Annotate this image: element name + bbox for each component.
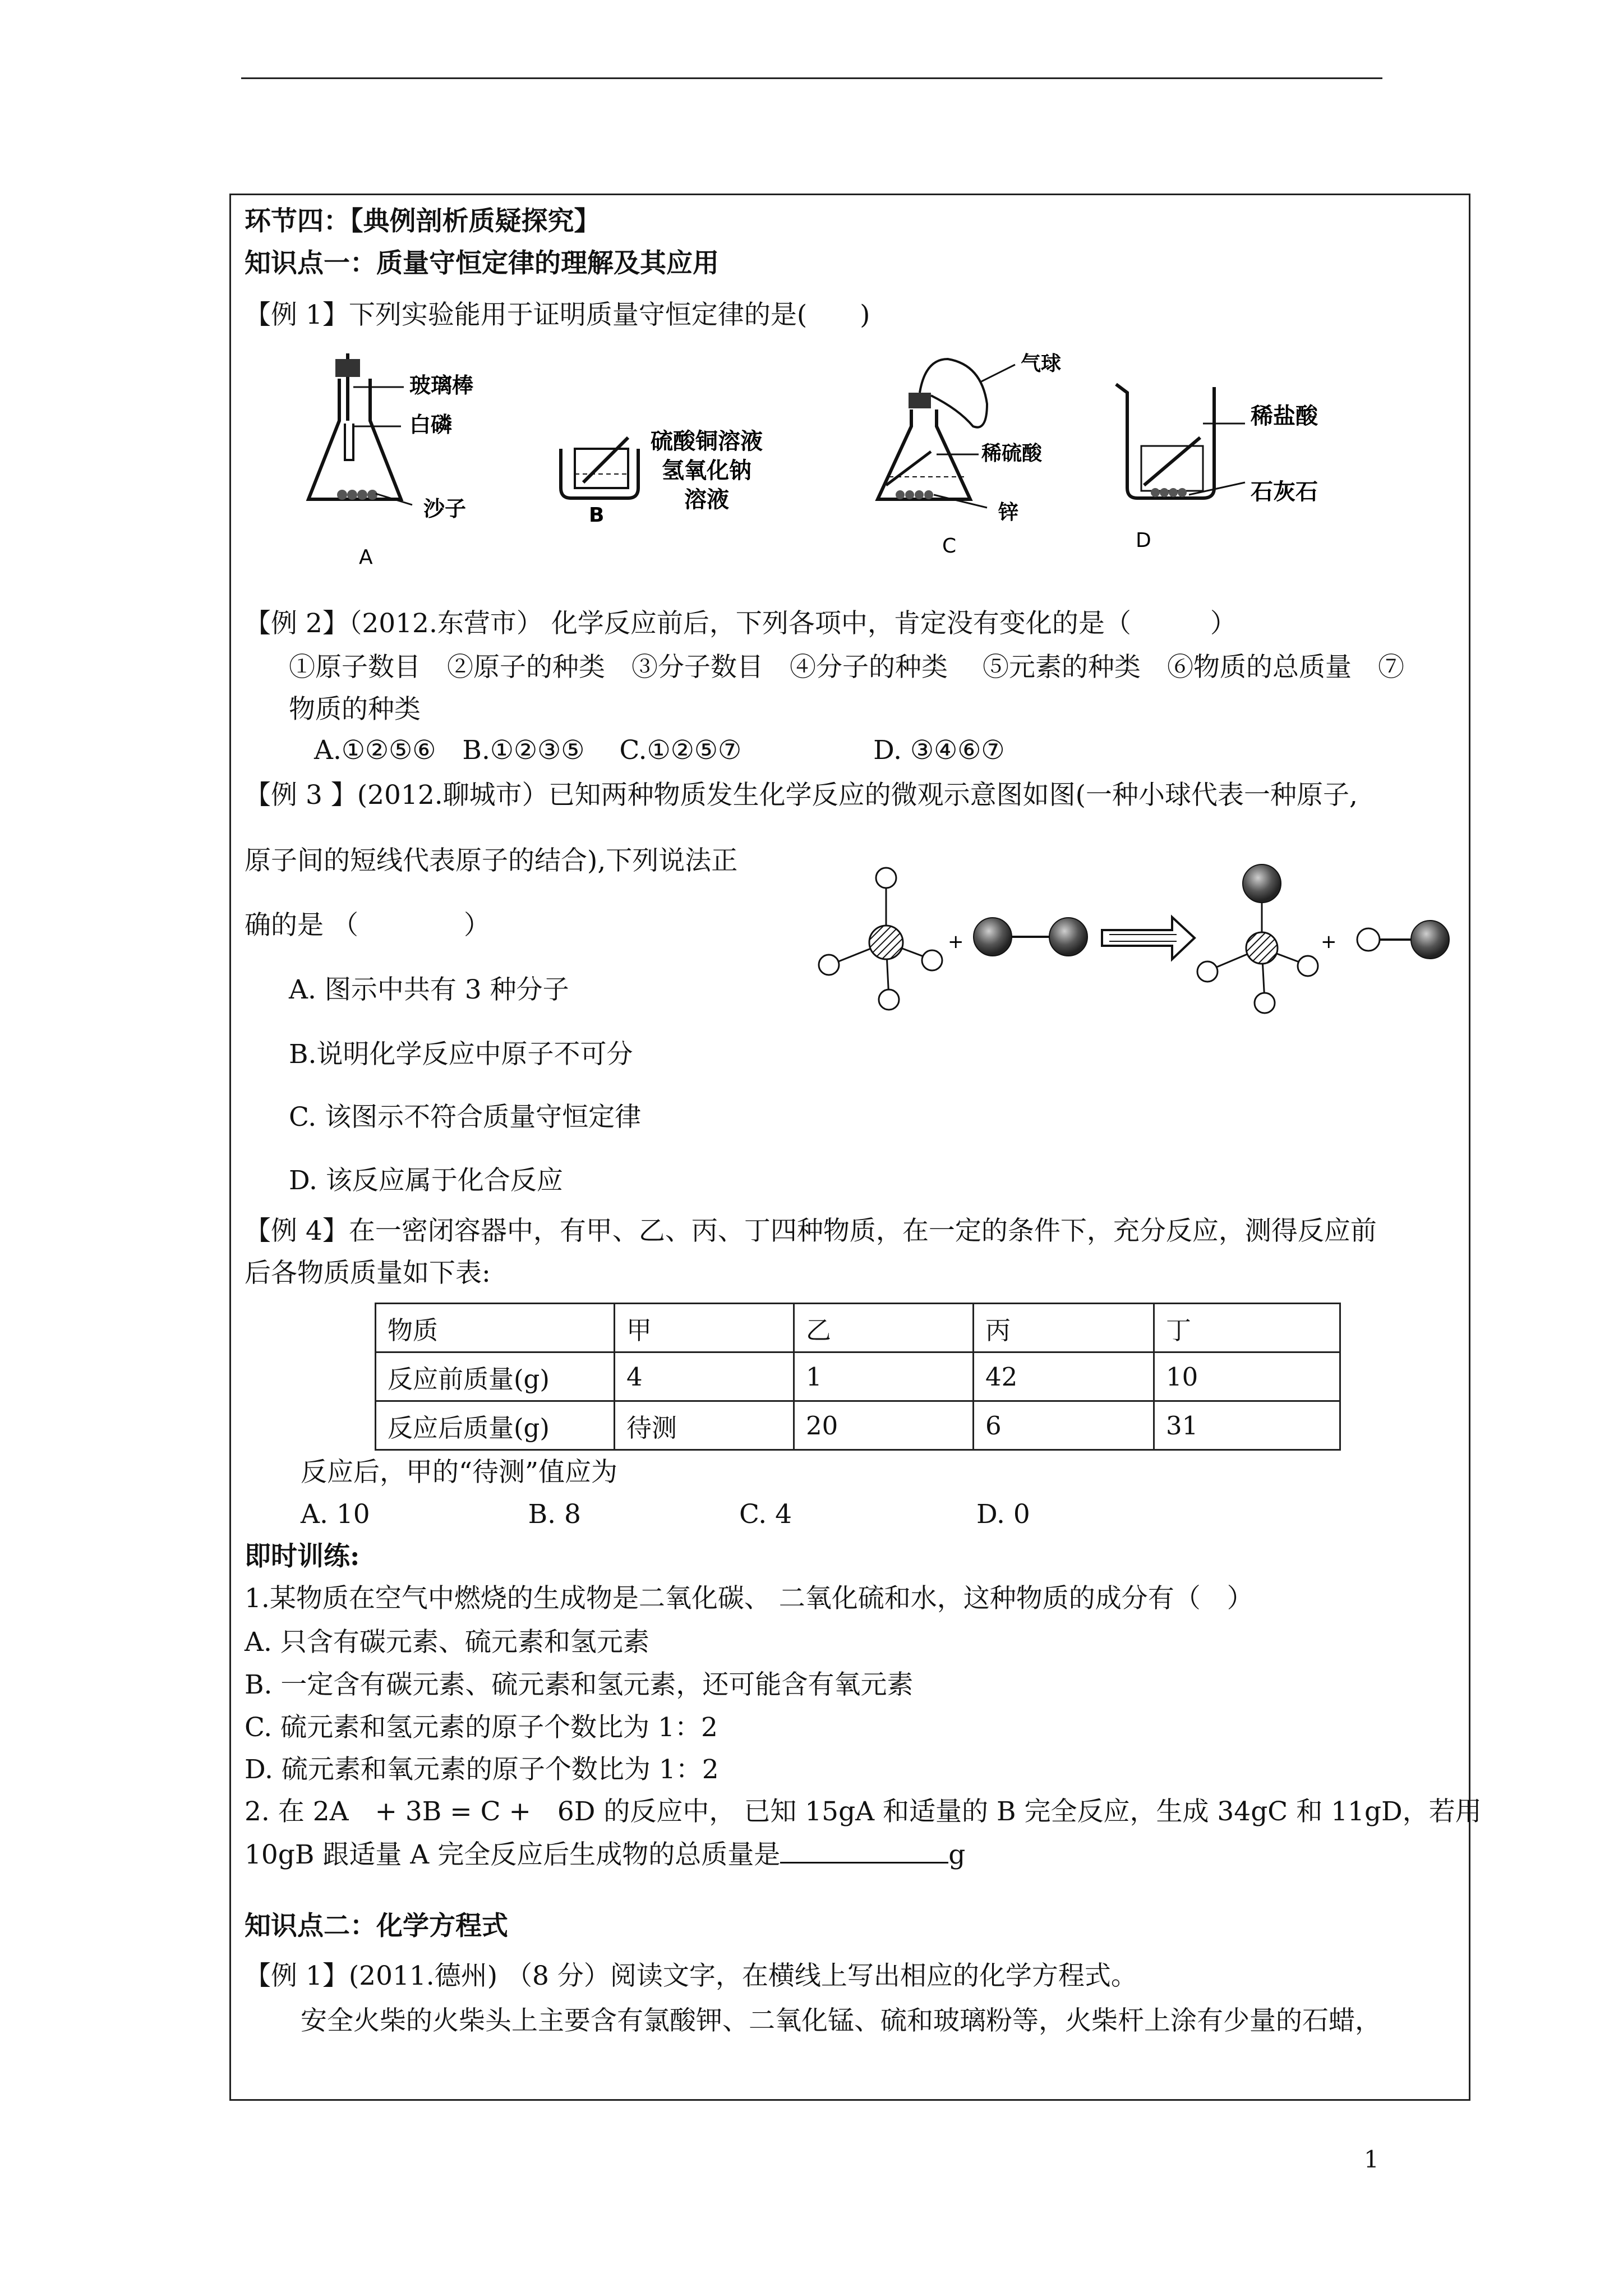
example-4-question-line1: 【例 4】在一密闭容器中，有甲、乙、丙、丁四种物质，在一定的条件下，充分反应，测得反应前 bbox=[245, 1216, 1377, 1246]
example-4-question-line2: 后各物质质量如下表: bbox=[245, 1258, 491, 1289]
practice-q2-line1: 2. 在 2A + 3B = C + 6D 的反应中， 已知 15gA 和适量的 B 完全反应，生成 34gC 和 11gD，若用 bbox=[245, 1796, 1482, 1827]
figure-c-label-dilute-sulfuric: 稀硫酸 bbox=[981, 442, 1043, 465]
knowledge-point-2-title: 知识点二：化学方程式 bbox=[245, 1911, 508, 1941]
table-cell: 1 bbox=[794, 1352, 974, 1401]
practice-q1-option-b: B. 一定含有碳元素、硫元素和氢元素，还可能含有氧元素 bbox=[245, 1669, 914, 1700]
table-cell: 丁 bbox=[1154, 1304, 1340, 1352]
product-molecule bbox=[1197, 864, 1318, 1013]
table-header-row bbox=[376, 1304, 1340, 1352]
table-cell: 物质 bbox=[376, 1304, 615, 1352]
table-cell: 乙 bbox=[794, 1304, 974, 1352]
figure-c-label-balloon: 气球 bbox=[1021, 352, 1062, 375]
figure-b-beaker bbox=[561, 438, 638, 498]
table-cell: 31 bbox=[1154, 1401, 1340, 1450]
header-rule bbox=[241, 77, 1382, 79]
example-3-option-b: B.说明化学反应中原子不可分 bbox=[289, 1039, 633, 1070]
example-3-option-d: D. 该反应属于化合反应 bbox=[289, 1165, 563, 1196]
practice-title: 即时训练: bbox=[245, 1541, 360, 1572]
table-row bbox=[376, 1352, 1340, 1401]
example-1-question: 【例 1】下列实验能用于证明质量守恒定律的是( ) bbox=[245, 300, 870, 330]
reaction-arrow-icon bbox=[1102, 917, 1195, 959]
plus-sign-2: + bbox=[1321, 931, 1337, 953]
table-cell: 反应后质量(g) bbox=[376, 1401, 615, 1450]
figure-b-label-copper-sulfate: 硫酸铜溶液 bbox=[651, 429, 763, 454]
kp2-example-1-text: 安全火柴的火柴头上主要含有氯酸钾、二氧化锰、硫和玻璃粉等，火柴杆上涂有少量的石蜡， bbox=[301, 2005, 1381, 2036]
example-2-items-cont: 物质的种类 bbox=[289, 694, 421, 725]
example-3-question-line2: 原子间的短线代表原子的结合),下列说法正 bbox=[245, 845, 738, 876]
figure-c-flask bbox=[878, 359, 1015, 508]
table-cell: 20 bbox=[794, 1401, 974, 1450]
example-4-question-line3: 反应后，甲的“待测”值应为 bbox=[301, 1457, 618, 1488]
hcl-molecule bbox=[1357, 921, 1449, 959]
answer-blank[interactable] bbox=[780, 1837, 948, 1864]
figure-a-flask bbox=[308, 353, 412, 505]
figure-d-label-hcl: 稀盐酸 bbox=[1251, 403, 1318, 429]
practice-q2-line2 bbox=[245, 1837, 965, 1872]
section-title: 环节四：【典例剖析质疑探究】 bbox=[245, 206, 601, 237]
practice-q1-option-d: D. 硫元素和氧元素的原子个数比为 1：2 bbox=[245, 1754, 719, 1785]
figure-b-caption: B bbox=[589, 504, 605, 527]
example-2-items: ①原子数目 ②原子的种类 ③分子数目 ④分子的种类 ⑤元素的种类 ⑥物质的总质量 ⑦ bbox=[289, 652, 1404, 683]
figure-a-label-rod: 玻璃棒 bbox=[409, 373, 474, 398]
kp2-example-1-question: 【例 1】(2011.德州) （8 分）阅读文字，在横线上写出相应的化学方程式。 bbox=[245, 1961, 1137, 1991]
example-2-options: A.①②⑤⑥ B.①②③⑤ C.①②⑤⑦ D. ③④⑥⑦ bbox=[314, 735, 1005, 766]
plus-sign-1: + bbox=[948, 931, 964, 953]
methane-molecule bbox=[819, 868, 942, 1010]
figure-c-caption: C bbox=[942, 535, 957, 558]
figure-a-label-phosphorus: 白磷 bbox=[409, 412, 453, 437]
table-cell: 6 bbox=[974, 1401, 1154, 1450]
practice-q1: 1.某物质在空气中燃烧的生成物是二氧化碳、 二氧化硫和水，这种物质的成分有（ ） bbox=[245, 1583, 1253, 1614]
example-1-figures bbox=[292, 348, 1537, 583]
example-3-option-c: C. 该图示不符合质量守恒定律 bbox=[289, 1102, 642, 1133]
knowledge-point-1-title: 知识点一：质量守恒定律的理解及其应用 bbox=[245, 248, 719, 279]
example-4-options: A. 10 B. 8 C. 4 D. 0 bbox=[301, 1499, 1030, 1530]
figure-c-label-zinc: 锌 bbox=[998, 501, 1019, 524]
figure-d-label-limestone: 石灰石 bbox=[1251, 479, 1318, 505]
figure-b-label-solution: 溶液 bbox=[684, 487, 729, 513]
table-cell: 10 bbox=[1154, 1352, 1340, 1401]
figure-a-caption: A bbox=[359, 546, 373, 569]
practice-q1-option-a: A. 只含有碳元素、硫元素和氢元素 bbox=[245, 1627, 649, 1658]
practice-q2-text: 10gB 跟适量 A 完全反应后生成物的总质量是 bbox=[245, 1839, 781, 1870]
table-cell: 反应前质量(g) bbox=[376, 1352, 615, 1401]
figure-a-label-sand: 沙子 bbox=[423, 496, 467, 521]
figure-b-label-naoh: 氢氧化钠 bbox=[662, 458, 751, 484]
example-3-question-line3: 确的是 （ ） bbox=[245, 910, 490, 941]
chlorine-molecule bbox=[974, 918, 1087, 956]
figure-d-caption: D bbox=[1136, 529, 1151, 552]
table-cell: 甲 bbox=[615, 1304, 794, 1352]
reaction-diagram bbox=[813, 853, 1464, 1055]
page-number: 1 bbox=[1364, 2146, 1379, 2173]
example-3-option-a: A. 图示中共有 3 种分子 bbox=[289, 974, 569, 1005]
table-row bbox=[376, 1401, 1340, 1450]
practice-q2-unit: g bbox=[948, 1839, 966, 1870]
example-3-question-line1: 【例 3 】(2012.聊城市）已知两种物质发生化学反应的微观示意图如图(一种小球代表一种原子, bbox=[245, 780, 1358, 811]
figure-d-beaker bbox=[1116, 384, 1245, 498]
table-cell: 待测 bbox=[615, 1401, 794, 1450]
mass-table bbox=[375, 1303, 1341, 1451]
practice-q1-option-c: C. 硫元素和氢元素的原子个数比为 1：2 bbox=[245, 1712, 718, 1743]
example-2-question: 【例 2】（2012.东营市） 化学反应前后，下列各项中，肯定没有变化的是（ ） bbox=[245, 608, 1237, 639]
table-cell: 丙 bbox=[974, 1304, 1154, 1352]
table-cell: 42 bbox=[974, 1352, 1154, 1401]
table-cell: 4 bbox=[615, 1352, 794, 1401]
